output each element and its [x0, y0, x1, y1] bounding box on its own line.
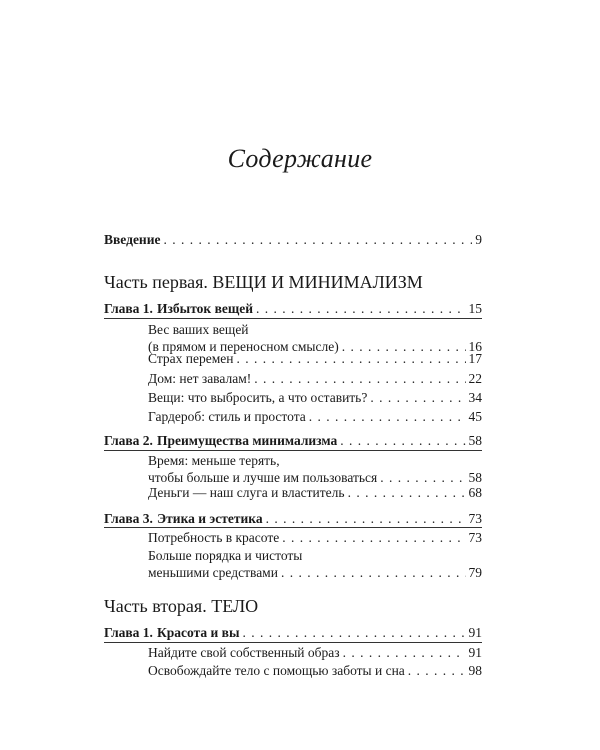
- section-title: Гардероб: стиль и простота: [148, 409, 306, 424]
- page-number: 34: [468, 390, 482, 405]
- section-title: Потребность в красоте: [148, 530, 280, 545]
- section-title: Найдите свой собственный образ: [148, 645, 340, 660]
- chapter-title: Этика и эстетика: [157, 511, 263, 526]
- dot-leader: [282, 529, 465, 546]
- toc-section[interactable]: [148, 547, 482, 581]
- page-number: 98: [468, 663, 482, 678]
- section-title: Дом: нет завалам!: [148, 371, 252, 386]
- page-number: 9: [475, 232, 482, 247]
- chapter-number: Глава 2.: [104, 433, 153, 448]
- dot-leader: [266, 510, 466, 527]
- dot-leader: [340, 432, 465, 449]
- chapter-title: Красота и вы: [157, 625, 240, 640]
- page-number: 16: [468, 339, 482, 354]
- toc-entry-intro[interactable]: [104, 232, 482, 248]
- chapter-rule: [104, 527, 482, 528]
- chapter-rule: [104, 318, 482, 319]
- dot-leader: [309, 408, 466, 425]
- page-number: 73: [468, 530, 482, 545]
- page-number: 58: [468, 433, 482, 448]
- page-number: 22: [468, 371, 482, 386]
- dot-leader: [236, 350, 465, 367]
- page-number: 73: [468, 511, 482, 526]
- section-title-line1: Больше порядка и чистоты: [148, 548, 303, 563]
- toc-section[interactable]: [148, 529, 482, 546]
- toc-section[interactable]: [148, 662, 482, 679]
- chapter-title: Преимущества минимализма: [157, 433, 338, 448]
- dot-leader: [408, 662, 466, 679]
- chapter-rule: [104, 642, 482, 643]
- dot-leader: [343, 644, 466, 661]
- dot-leader: [370, 389, 465, 406]
- page-number: 15: [468, 301, 482, 316]
- toc-chapter[interactable]: [104, 510, 482, 527]
- section-title-line1: Время: меньше терять,: [148, 453, 280, 468]
- page-number: 45: [468, 409, 482, 424]
- dot-leader: [254, 370, 465, 387]
- intro-label: Введение: [104, 232, 161, 247]
- toc-chapter[interactable]: [104, 432, 482, 449]
- toc-section[interactable]: [148, 484, 482, 501]
- toc-section[interactable]: [148, 389, 482, 406]
- dot-leader: [163, 232, 472, 248]
- toc-section[interactable]: [148, 644, 482, 661]
- page-number: 91: [468, 645, 482, 660]
- section-title: Страх перемен: [148, 351, 234, 366]
- dot-leader: [256, 300, 465, 317]
- page-number: 68: [468, 485, 482, 500]
- section-title-line2: (в прямом и переносном смысле): [148, 339, 339, 354]
- toc-chapter[interactable]: [104, 300, 482, 317]
- dot-leader: [348, 484, 466, 501]
- toc-section[interactable]: [148, 452, 482, 486]
- page-number: 17: [468, 351, 482, 366]
- page-number: 91: [468, 625, 482, 640]
- section-title: Вещи: что выбросить, а что оставить?: [148, 390, 368, 405]
- toc-section[interactable]: [148, 370, 482, 387]
- part-heading: Часть вторая. ТЕЛО: [104, 596, 259, 616]
- section-title-line2: меньшими средствами: [148, 565, 278, 580]
- chapter-number: Глава 3.: [104, 511, 153, 526]
- page-number: 79: [468, 565, 482, 580]
- page-number: 58: [468, 470, 482, 485]
- section-title: Освобождайте тело с помощью заботы и сна: [148, 663, 405, 678]
- part-heading: Часть первая. ВЕЩИ И МИНИМАЛИЗМ: [104, 272, 423, 292]
- toc-section[interactable]: [148, 350, 482, 367]
- section-title-line1: Вес ваших вещей: [148, 322, 249, 337]
- section-title: Деньги — наш слуга и властитель: [148, 485, 345, 500]
- page-title: Содержание: [227, 144, 373, 173]
- dot-leader: [281, 564, 466, 581]
- section-title-line2: чтобы больше и лучше им пользоваться: [148, 470, 378, 485]
- chapter-title: Избыток вещей: [157, 301, 254, 316]
- chapter-rule: [104, 450, 482, 451]
- toc-chapter[interactable]: [104, 624, 482, 641]
- toc-section[interactable]: [148, 408, 482, 425]
- chapter-number: Глава 1.: [104, 625, 153, 640]
- dot-leader: [243, 624, 466, 641]
- chapter-number: Глава 1.: [104, 301, 153, 316]
